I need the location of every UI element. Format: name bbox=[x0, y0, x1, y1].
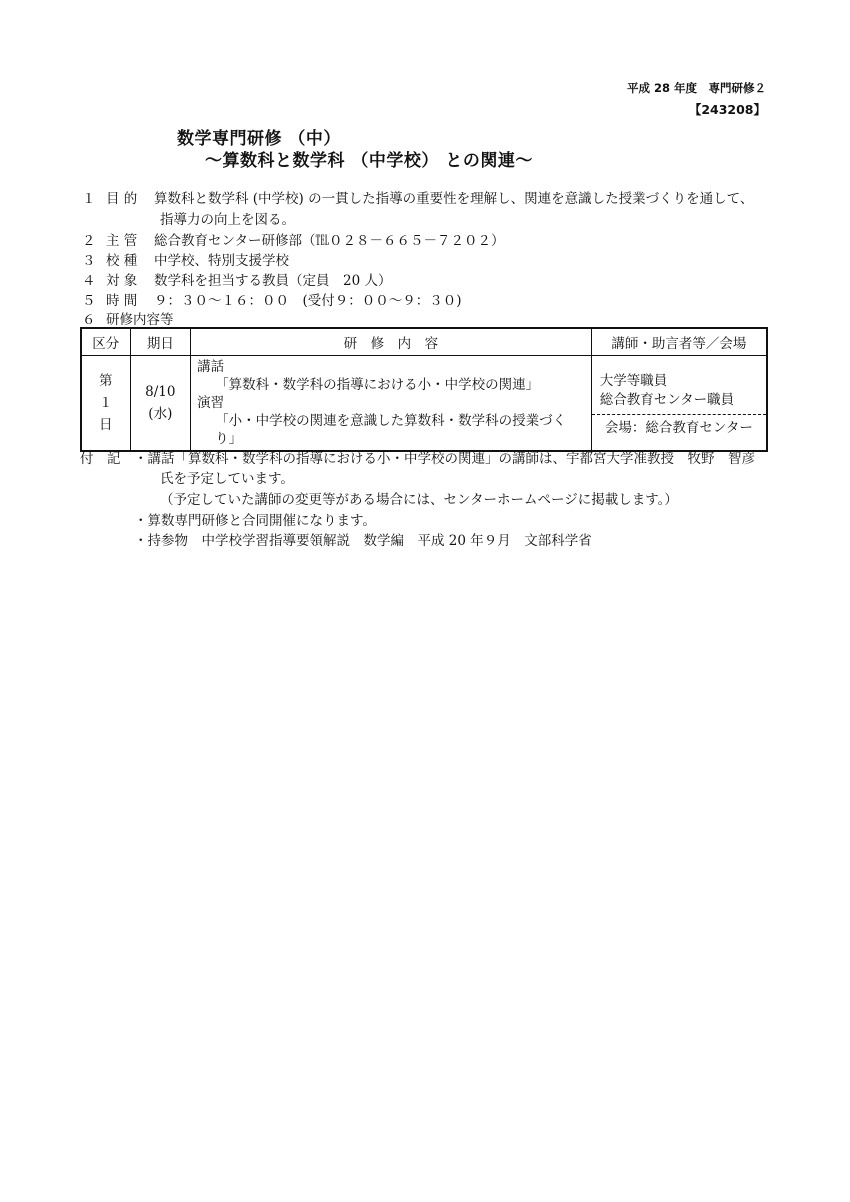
item-number: ６ bbox=[82, 312, 96, 328]
header-staff-venue: 講師・助言者等／会場 bbox=[591, 328, 767, 356]
course-code: 【243208】 bbox=[688, 102, 766, 117]
table-header-row bbox=[81, 328, 767, 356]
note-line: 氏を予定しています。 bbox=[160, 471, 294, 487]
weekday-value: (水) bbox=[148, 406, 173, 422]
notes-label: 付 記 bbox=[80, 451, 121, 467]
item-number: ２ bbox=[82, 233, 96, 249]
item-text: ９：３０～１６：００ (受付９：００～９：３０) bbox=[154, 293, 462, 309]
item-organizer bbox=[82, 229, 504, 249]
item-label: 校 種 bbox=[106, 253, 138, 269]
note-line: ・算数専門研修と合同開催になります。 bbox=[134, 513, 376, 529]
item-contents bbox=[82, 308, 174, 328]
day-char: 日 bbox=[99, 417, 113, 433]
venue-line: 会場：総合教育センター bbox=[604, 419, 753, 436]
content-line: 「小・中学校の関連を意識した算数科・数学科の授業づくり」 bbox=[215, 413, 567, 447]
header-date: 期日 bbox=[130, 328, 191, 356]
content-line: 「算数科・数学科の指導における小・中学校の関連」 bbox=[215, 377, 540, 393]
item-school-type bbox=[82, 249, 289, 269]
page-title: 数学専門研修 （中） bbox=[177, 129, 341, 149]
staff-line: 総合教育センター職員 bbox=[599, 391, 735, 408]
item-number: ３ bbox=[82, 253, 96, 269]
day-char: 第 bbox=[99, 373, 113, 389]
content-line: 講話 bbox=[197, 359, 225, 375]
date-value: 8/10 bbox=[145, 384, 176, 400]
staff-cell bbox=[591, 356, 767, 452]
staff-list bbox=[592, 366, 766, 415]
content-line: 演習 bbox=[197, 395, 225, 411]
header-division: 区分 bbox=[81, 328, 130, 356]
staff-line: 大学等職員 bbox=[599, 372, 668, 389]
item-label: 主 管 bbox=[106, 233, 138, 249]
page-subtitle: ～算数科と数学科 （中学校） との関連～ bbox=[205, 151, 533, 171]
note-line: ・講話「算数科・数学科の指導における小・中学校の関連」の講師は、宇都宮大学准教授 牧野 智彦 bbox=[134, 451, 755, 467]
item-purpose-continued: 指導力の向上を図る。 bbox=[160, 212, 295, 228]
item-text: 算数科と数学科 (中学校) の一貫した指導の重要性を理解し、関連を意識した授業づくりを通して、 bbox=[154, 191, 754, 207]
year-course-label: 平成 28 年度 専門研修２ bbox=[626, 81, 766, 95]
note-line: ・持参物 中学校学習指導要領解説 数学編 平成 20 年９月 文部科学省 bbox=[134, 533, 592, 549]
item-text: 中学校、特別支援学校 bbox=[154, 253, 289, 269]
content-cell bbox=[191, 356, 592, 452]
item-number: ５ bbox=[82, 293, 96, 309]
day-cell bbox=[81, 356, 130, 452]
header-content: 研 修 内 容 bbox=[191, 328, 592, 356]
table-row bbox=[81, 356, 767, 452]
item-number: ４ bbox=[82, 273, 96, 289]
schedule-table bbox=[80, 327, 768, 452]
item-text: 総合教育センター研修部（℡０２８－６６５－７２０２） bbox=[154, 233, 505, 249]
day-char: １ bbox=[99, 395, 113, 411]
date-cell bbox=[130, 356, 191, 452]
item-number: １ bbox=[82, 191, 96, 207]
note-line: （予定していた講師の変更等がある場合には、センターホームページに掲載します。） bbox=[160, 492, 678, 508]
item-label: 時 間 bbox=[106, 293, 138, 309]
item-time bbox=[82, 289, 462, 309]
item-label: 対 象 bbox=[106, 273, 138, 289]
item-text: 数学科を担当する教員（定員 20 人） bbox=[154, 273, 392, 289]
item-purpose bbox=[82, 187, 753, 207]
item-target bbox=[82, 269, 391, 289]
item-label: 目 的 bbox=[106, 191, 138, 207]
item-text: 研修内容等 bbox=[106, 312, 174, 328]
